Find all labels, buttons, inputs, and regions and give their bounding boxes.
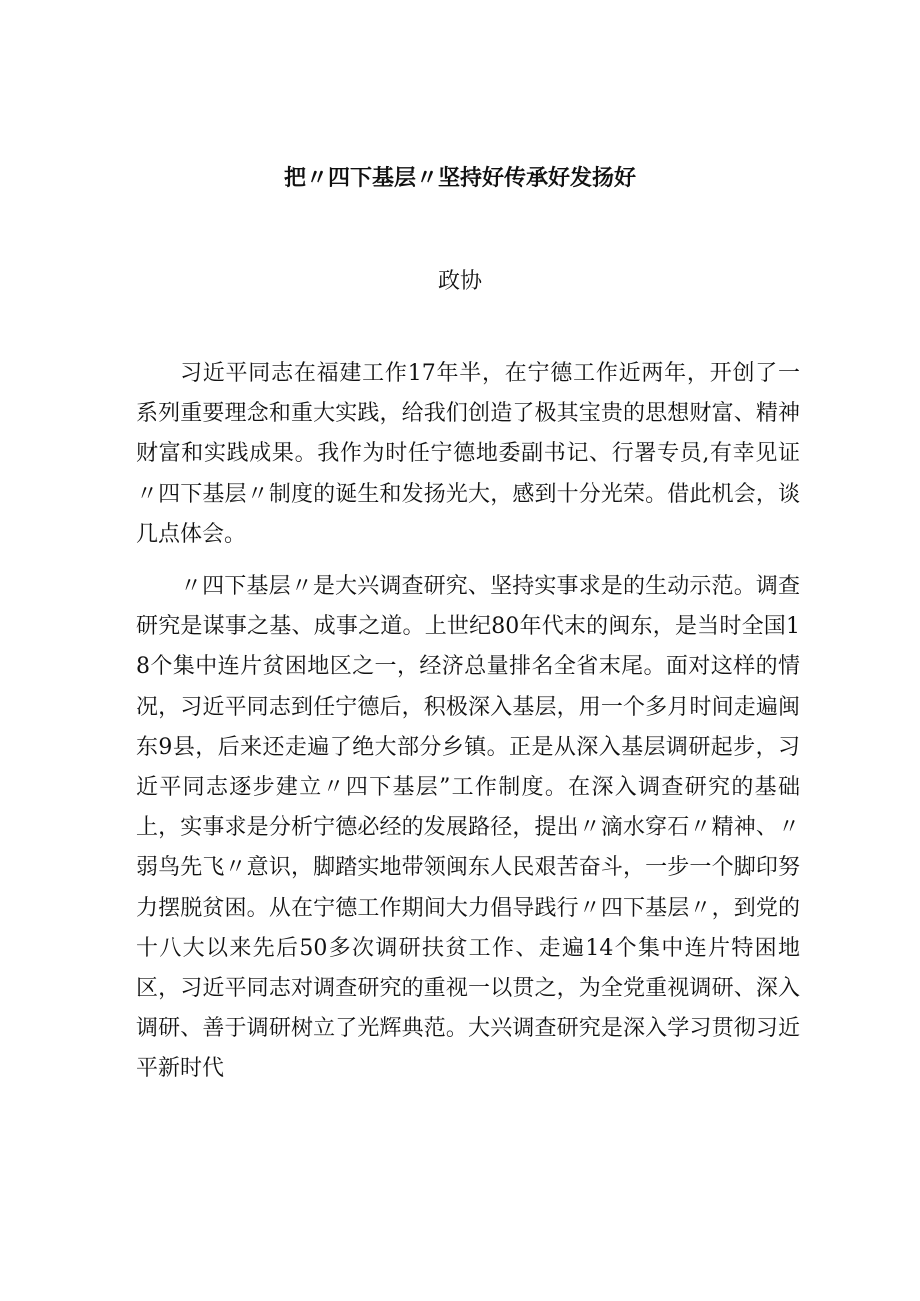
paragraph-2: 〃四下基层〃是大兴调查研究、坚持实事求是的生动示范。调查研究是谋事之基、成事之道。上世纪80年代末的闽东，是当时全国18个集中连片贫困地区之一，经济总量排名全省末尾。面对这样的情况，习近平同志到任宁德后，积极深入基层，用一个多月时间走遍闽东9县，后来还走遍了绝大部分乡镇。正是从深入基层调研起步，习近平同志逐步建立〃四下基层”工作制度。在深入调查研究的基础上，实事求是分析宁德必经的发展路径，提出〃滴水穿石〃精神、〃弱鸟先飞〃意识，脚踏实地带领闽东人民艰苦奋斗，一步一个脚印努力摆脱贫困。从在宁德工作期间大力倡导践行〃四下基层〃，到党的十八大以来先后50多次调研扶贫工作、走遍14个集中连片特困地区，习近平同志对调查研究的重视一以贯之，为全党重视调研、深入调研、善于调研树立了光辉典范。大兴调查研究是深入学习贯彻习近平新时代 xyxy=(136,574,800,1082)
document-author: 政协 xyxy=(437,269,482,294)
document-title: 把〃四下基层〃坚持好传承好发扬好 xyxy=(283,165,636,191)
paragraph-1: 习近平同志在福建工作17年半，在宁德工作近两年，开创了一系列重要理念和重大实践，给我们创造了极其宝贵的思想财富、精神财富和实践成果。我作为时任宁德地委副书记、行署专员,有幸见证〃四下基层〃制度的诞生和发扬光大，感到十分光荣。借此机会，谈几点体会。 xyxy=(136,361,800,547)
document-body xyxy=(136,354,800,1102)
